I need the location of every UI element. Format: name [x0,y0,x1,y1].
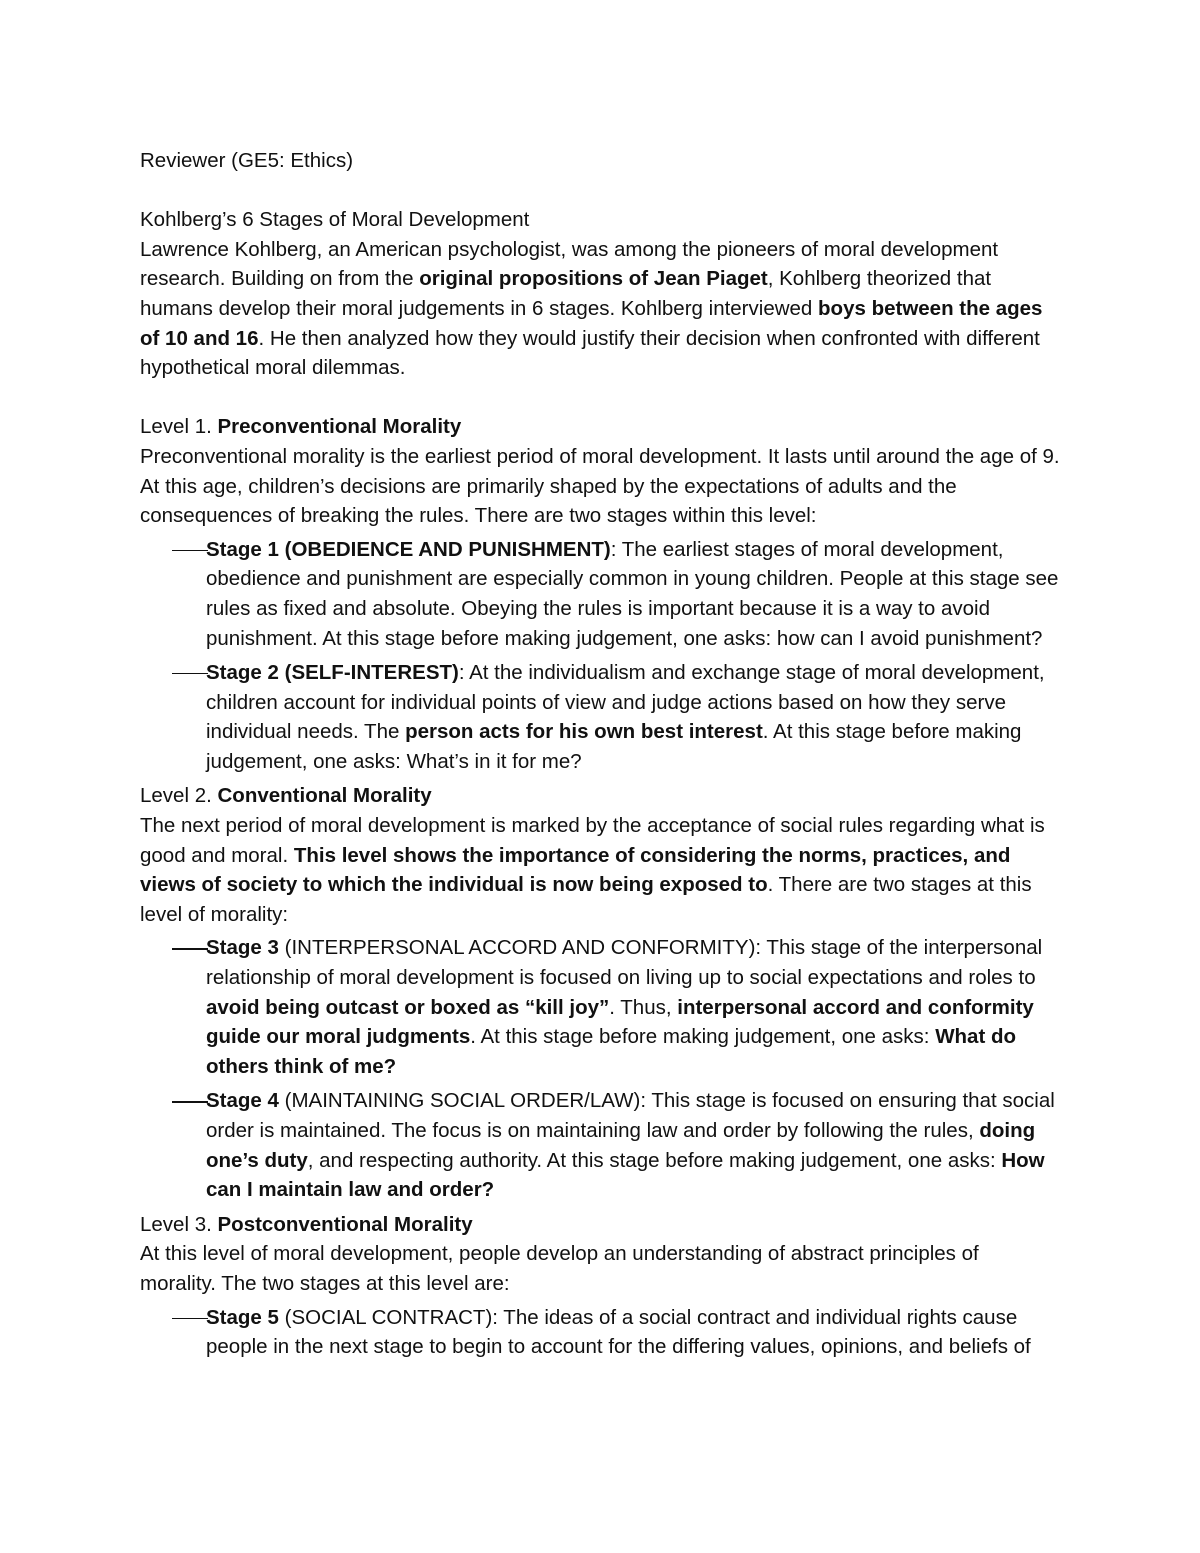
stage2-label: Stage 2 (SELF-INTEREST) [206,661,459,685]
stage3-label: Stage 3 [206,936,279,960]
stage3-body-1: (INTERPERSONAL ACCORD AND CONFORMITY): This stage of the interpersonal relationship of moral development is focused on living up to social expectations and roles to [206,936,1043,990]
level2-description [140,811,1060,929]
stage5-text [173,1303,1060,1362]
level2-text-2: . There are two stages at this level of morality: [140,873,1032,926]
stage2-bold: person acts for his own best interest [405,720,763,744]
stage4-body-2: , and respecting authority. At this stage before making judgement, one asks: [307,1148,1002,1172]
stage1-text [173,535,1060,653]
level2-heading [140,781,1060,811]
stage3-bold-1: avoid being outcast or boxed as “kill joy” [206,995,610,1019]
intro-bold-1: original propositions of Jean Piaget [419,267,768,291]
stage3-body-2: . Thus, [609,995,678,1019]
section-title: Kohlberg’s 6 Stages of Moral Development [140,208,530,232]
level3-heading [140,1210,1060,1240]
stage1-body: : The earliest stages of moral development, obedience and punishment are especially common in young children. People at this stage see rules as fixed and absolute. Obeying the rules is important because it is a way to avoid punishment. At this stage before making judgement, one asks: how can I avoid punishment? [206,537,1059,650]
intro-text-2: , Kohlberg theorized that humans develop their moral judgements in 6 stages. Kohlberg interviewed [140,267,992,320]
stage3-body-3: . At this stage before making judgement, one asks: [470,1025,936,1049]
stage5-label: Stage 5 [206,1305,279,1329]
intro-text-1: Lawrence Kohlberg, an American psychologist, was among the pioneers of moral development research. Building on from the [140,237,999,291]
stage3-text [173,933,1060,1081]
stage2-text [173,658,1060,776]
level1-description: Preconventional morality is the earliest period of moral development. It lasts until around the age of 9. At this age, children’s decisions are primarily shaped by the expectations of adults and the consequences of breaking the rules. There are two stages within this level: [140,444,1060,528]
stage4-body-1: (MAINTAINING SOCIAL ORDER/LAW): This stage is focused on ensuring that social order is maintained. The focus is on maintaining law and order by following the rules, [206,1089,1055,1142]
stage2-body-2: . At this stage before making judgement, one asks: What’s in it for me? [206,720,1022,773]
stage2-item [173,658,1060,776]
level3-description: At this level of moral development, people develop an understanding of abstract principles of morality. The two stages at this level are: [140,1242,979,1295]
stage4-text [173,1086,1060,1204]
level1-heading [140,412,1060,442]
intro-bold-2: boys between the ages of 10 and 16 [140,296,1043,350]
stage4-bold-2: How can I maintain law and order? [206,1148,1045,1202]
level2-bold: This level shows the importance of considering the norms, practices, and views of society to which the individual is now being exposed to [140,843,1011,897]
stage2-body-1: : At the individualism and exchange stage of moral development, children account for individual points of view and judge actions based on how they serve individual needs. The [206,661,1045,744]
stage1-label: Stage 1 (OBEDIENCE AND PUNISHMENT) [206,537,611,561]
stage5-item [173,1303,1060,1362]
level3-prefix: Level 3. [140,1212,218,1236]
level1-prefix: Level 1. [140,415,218,439]
stage4-bold-1: doing one’s duty [206,1119,1036,1172]
level2-prefix: Level 2. [140,784,218,808]
level2-name: Conventional Morality [217,784,432,808]
spacer [140,383,1060,413]
stage3-item [173,933,1060,1081]
stage1-item [173,535,1060,653]
level3-name: Postconventional Morality [217,1212,473,1236]
stage4-label: Stage 4 [206,1089,279,1113]
document-title: Reviewer (GE5: Ethics) [140,149,354,172]
level2-text-1: The next period of moral development is marked by the acceptance of social rules regarding what is good and moral. [140,814,1045,867]
stage3-bold-3: What do others think of me? [206,1025,1017,1078]
stage5-body: (SOCIAL CONTRACT): The ideas of a social contract and individual rights cause people in the next stage to begin to account for the differing values, opinions, and beliefs of [206,1305,1031,1359]
intro-paragraph [140,235,1060,383]
stage4-item [173,1086,1060,1204]
level1-name: Preconventional Morality [217,415,462,439]
stage3-bold-2: interpersonal accord and conformity guide our moral judgments [206,995,1034,1049]
intro-text-3: . He then analyzed how they would justify their decision when confronted with different hypothetical moral dilemmas. [140,326,1040,380]
